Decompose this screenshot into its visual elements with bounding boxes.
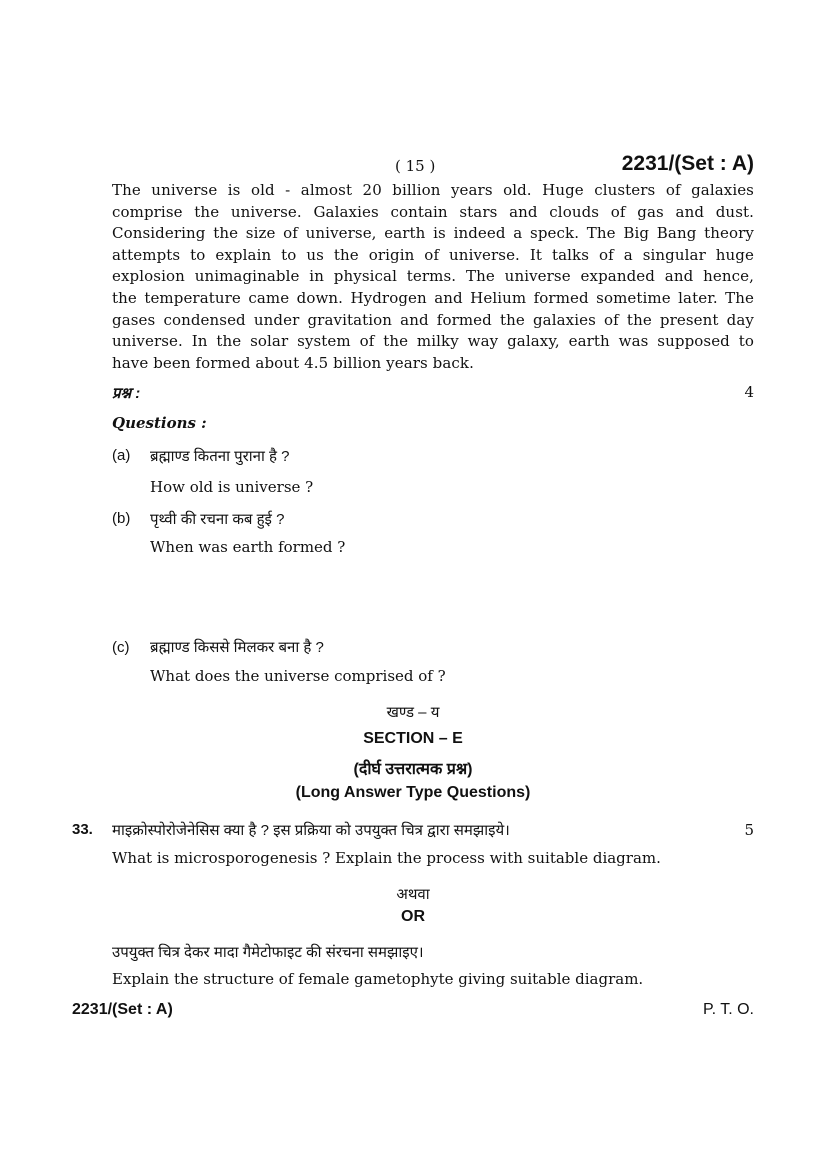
passage-line: comprise the universe. Galaxies contain stars and clouds of gas and dust. <box>112 202 754 221</box>
question-33-hindi: माइक्रोस्पोरोजेनेसिस क्या है ? इस प्रक्रिया को उपयुक्त चित्र द्वारा समझाइये। <box>112 822 510 839</box>
question-label-a: (a) <box>112 447 131 464</box>
passage-line: explosion unimaginable in physical terms. The universe expanded and hence, <box>112 267 754 286</box>
passage-line: the temperature came down. Hydrogen and Helium formed sometime later. The <box>112 288 754 307</box>
passage-line: Considering the size of universe, earth is indeed a speck. The Big Bang theory <box>112 224 754 243</box>
question-c-english: What does the universe comprised of ? <box>150 667 446 685</box>
question-a-english: How old is universe ? <box>150 478 314 496</box>
passage-line: universe. In the solar system of the milky way galaxy, earth was supposed to <box>112 332 754 351</box>
marks-label: 4 <box>744 383 754 401</box>
comprehension-passage <box>112 180 754 374</box>
section-subtitle-hindi: (दीर्घ उत्तरात्मक प्रश्न) <box>353 761 473 778</box>
question-a-hindi: ब्रह्माण्ड कितना पुराना है ? <box>150 448 290 465</box>
please-turn-over: P. T. O. <box>703 1001 754 1018</box>
passage-line: attempts to explain to us the origin of universe. It talks of a singular huge <box>112 245 754 264</box>
passage-line: have been formed about 4.5 billion years back. <box>112 353 474 372</box>
question-b-english: When was earth formed ? <box>150 538 346 556</box>
paper-code-header: 2231/(Set : A) <box>621 152 754 175</box>
question-label-c: (c) <box>112 639 130 656</box>
or-divider-hindi: अथवा <box>396 886 430 903</box>
question-label-b: (b) <box>112 510 131 527</box>
alternative-question-english: Explain the structure of female gametophyte giving suitable diagram. <box>112 970 644 988</box>
questions-heading: Questions : <box>112 414 207 432</box>
or-divider: OR <box>401 908 425 925</box>
section-title: SECTION – E <box>363 730 463 747</box>
page-number: ( 15 ) <box>395 157 436 175</box>
section-subtitle: (Long Answer Type Questions) <box>295 784 531 801</box>
section-title-hindi: खण्ड – य <box>386 704 440 721</box>
question-c-hindi: ब्रह्माण्ड किससे मिलकर बना है ? <box>150 639 324 656</box>
marks-label: 5 <box>744 821 754 839</box>
question-b-hindi: पृथ्वी की रचना कब हुई ? <box>150 511 285 528</box>
passage-line: gases condensed under gravitation and formed the galaxies of the present day <box>112 310 754 329</box>
question-number: 33. <box>72 821 93 838</box>
paper-code-footer: 2231/(Set : A) <box>72 1001 173 1018</box>
passage-line: The universe is old - almost 20 billion years old. Huge clusters of galaxies <box>112 181 754 199</box>
alternative-question-hindi: उपयुक्त चित्र देकर मादा गैमेटोफाइट की संरचना समझाइए। <box>112 944 424 961</box>
questions-heading-hindi: प्रश्न : <box>112 385 141 402</box>
question-33-english: What is microsporogenesis ? Explain the process with suitable diagram. <box>112 849 661 867</box>
